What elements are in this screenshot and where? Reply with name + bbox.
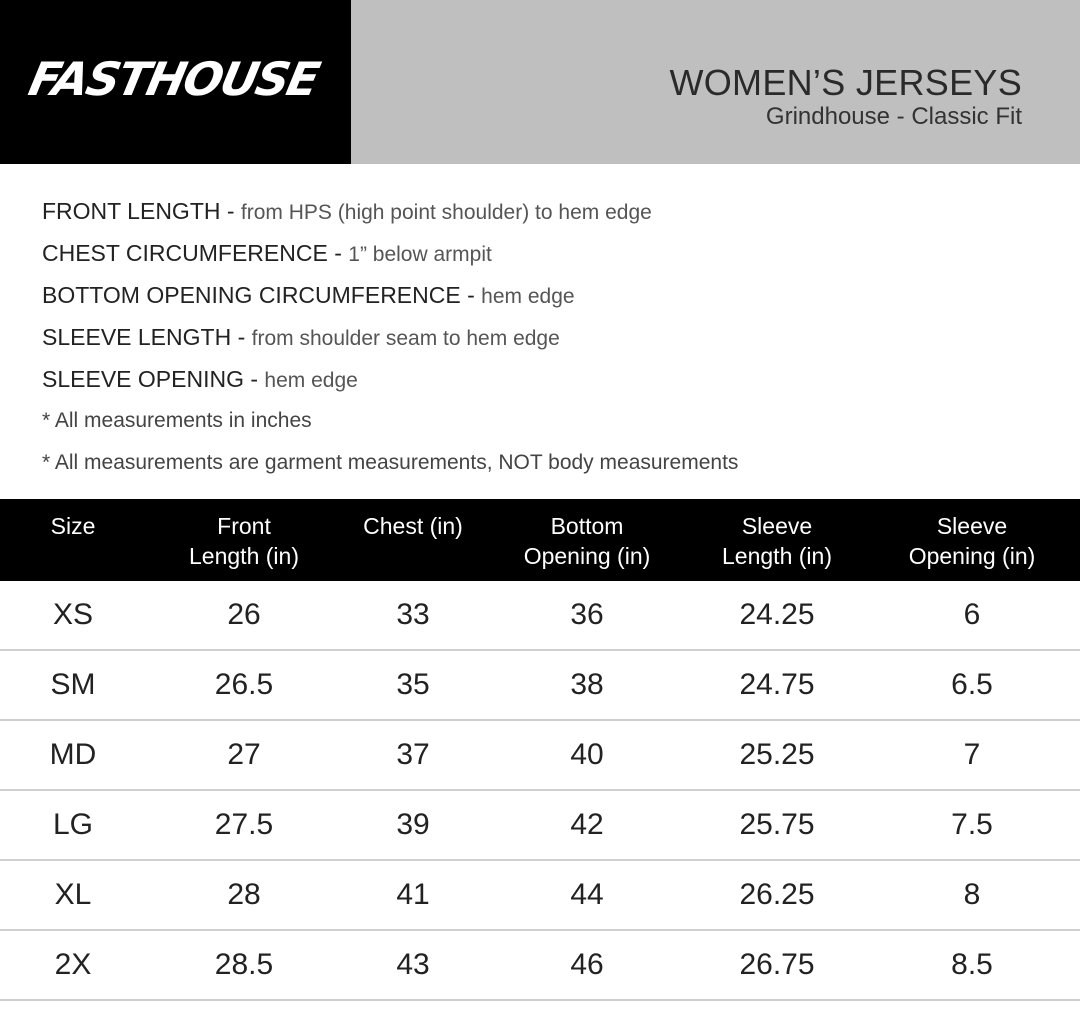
cell-sleeve-opening: 6.5	[951, 668, 993, 701]
note-inches: * All measurements in inches	[42, 409, 312, 432]
definition-desc: hem edge	[264, 369, 358, 392]
table-row	[0, 581, 1080, 651]
definition-term: FRONT LENGTH -	[42, 198, 241, 224]
definition-desc: 1” below armpit	[348, 243, 492, 266]
header	[0, 0, 1080, 164]
cell-sleeve-length: 24.25	[739, 598, 815, 631]
cell-sleeve-opening: 7.5	[951, 808, 993, 841]
cell-sleeve-length: 25.75	[739, 808, 815, 841]
definition-item	[42, 280, 1042, 322]
cell-chest: 43	[396, 948, 430, 981]
cell-size: MD	[49, 738, 97, 771]
cell-front-length: 26	[227, 598, 261, 631]
definition-term: SLEEVE OPENING -	[42, 366, 265, 392]
title-panel	[351, 0, 1080, 164]
table-row	[0, 861, 1080, 931]
cell-chest: 37	[396, 738, 430, 771]
header-bottom-opening: Bottom Opening (in)	[523, 513, 651, 569]
cell-front-length: 28	[227, 878, 261, 911]
header-sleeve-length: Sleeve Length (in)	[722, 513, 832, 569]
definition-desc: from shoulder seam to hem edge	[251, 327, 560, 350]
cell-sleeve-length: 24.75	[739, 668, 815, 701]
cell-size: SM	[50, 668, 96, 701]
cell-chest: 39	[396, 808, 430, 841]
cell-sleeve-length: 26.75	[739, 948, 815, 981]
cell-chest: 35	[396, 668, 430, 701]
cell-front-length: 27.5	[214, 808, 274, 841]
page-title: WOMEN’S JERSEYS	[669, 62, 1022, 103]
cell-size: XL	[54, 878, 92, 911]
cell-sleeve-opening: 6	[963, 598, 981, 631]
cell-sleeve-opening: 7	[963, 738, 981, 771]
header-size: Size	[50, 513, 96, 539]
definition-term: SLEEVE LENGTH -	[42, 324, 252, 350]
cell-bottom-opening: 36	[570, 598, 604, 631]
page-subtitle: Grindhouse - Classic Fit	[765, 103, 1022, 130]
cell-bottom-opening: 38	[570, 668, 604, 701]
table-row	[0, 721, 1080, 791]
header-chest: Chest (in)	[363, 513, 463, 539]
definition-item	[42, 364, 1042, 406]
cell-bottom-opening: 40	[570, 738, 604, 771]
cell-front-length: 26.5	[214, 668, 274, 701]
table-row	[0, 791, 1080, 861]
definition-desc: hem edge	[481, 285, 575, 308]
definition-item	[42, 196, 1042, 238]
definition-item	[42, 238, 1042, 280]
definition-desc: from HPS (high point shoulder) to hem edge	[240, 201, 652, 224]
cell-sleeve-opening: 8	[963, 878, 981, 911]
note-garment: * All measurements are garment measurements, NOT body measurements	[42, 451, 739, 474]
size-chart-table	[0, 499, 1080, 1001]
measurement-definitions	[42, 196, 1042, 490]
cell-bottom-opening: 46	[570, 948, 604, 981]
cell-sleeve-length: 25.25	[739, 738, 815, 771]
definition-item	[42, 322, 1042, 364]
definition-term: CHEST CIRCUMFERENCE -	[42, 240, 349, 266]
cell-size: XS	[52, 598, 94, 631]
definition-term: BOTTOM OPENING CIRCUMFERENCE -	[42, 282, 482, 308]
cell-front-length: 28.5	[214, 948, 274, 981]
table-row	[0, 651, 1080, 721]
table-header	[0, 499, 1080, 581]
cell-chest: 41	[396, 878, 430, 911]
logo-panel	[0, 0, 351, 164]
header-front-length: Front Length (in)	[189, 513, 299, 569]
cell-sleeve-length: 26.25	[739, 878, 815, 911]
header-sleeve-opening: Sleeve Opening (in)	[908, 513, 1036, 569]
cell-size: 2X	[54, 948, 92, 981]
table-row	[0, 931, 1080, 1001]
cell-bottom-opening: 42	[570, 808, 604, 841]
cell-front-length: 27	[227, 738, 261, 771]
cell-sleeve-opening: 8.5	[951, 948, 993, 981]
cell-chest: 33	[396, 598, 430, 631]
cell-bottom-opening: 44	[570, 878, 604, 911]
cell-size: LG	[52, 808, 94, 841]
brand-logo: FASTHOUSE	[24, 52, 323, 106]
